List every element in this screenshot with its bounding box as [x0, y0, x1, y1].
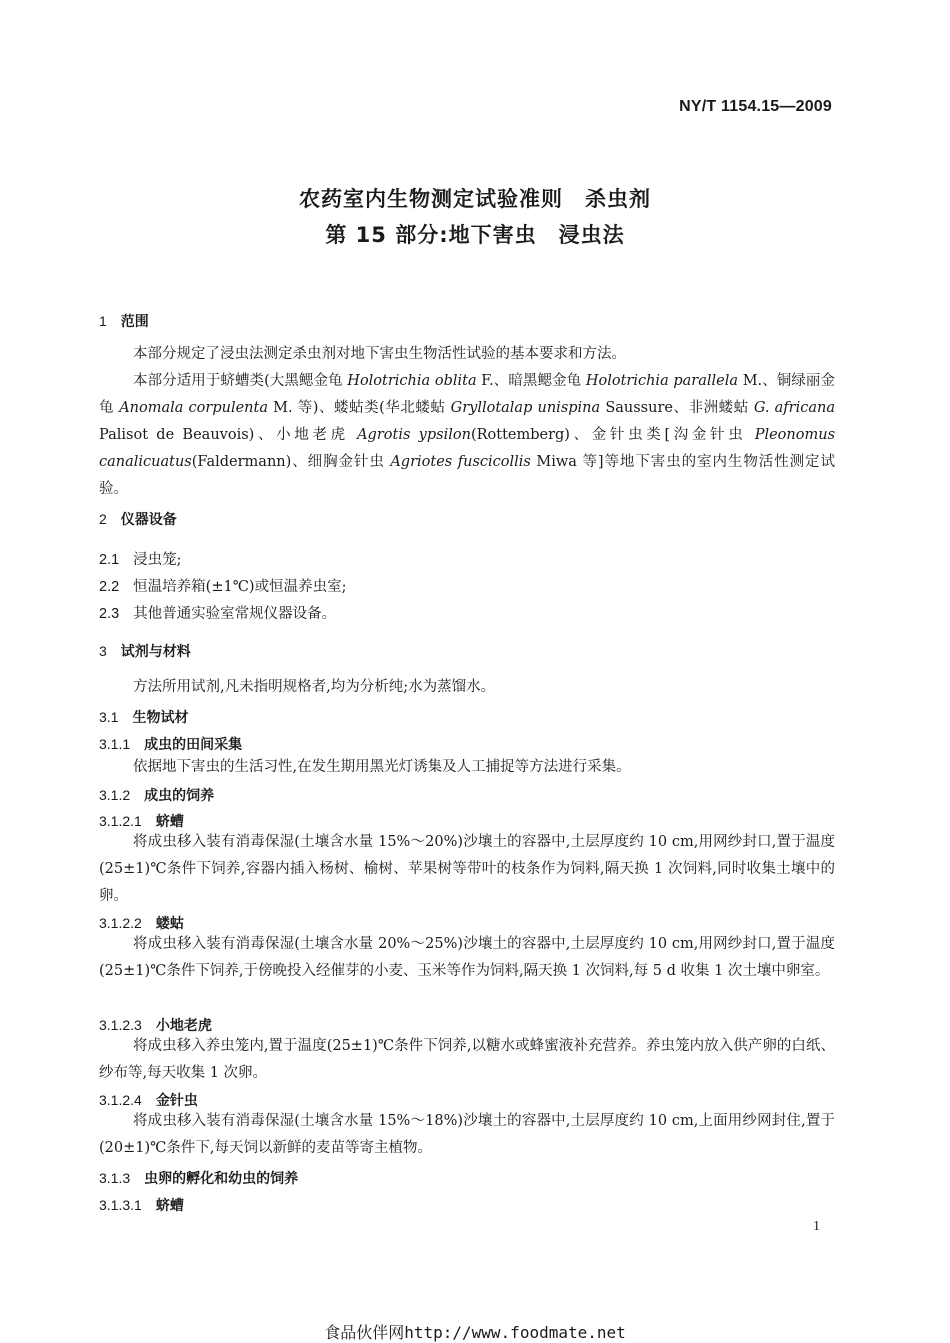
subsection-heading: 3.1.2.2 蝼蛄	[99, 915, 184, 932]
subsection-heading: 3.1 生物试材	[99, 709, 189, 726]
latin-name: Anomala corpulenta	[119, 400, 268, 416]
section-title: 仪器设备	[120, 512, 177, 528]
section-number: 1	[99, 313, 107, 329]
latin-name: Agrotis ypsilon	[357, 427, 471, 443]
footer-watermark: 食品伙伴网http://www.foodmate.net	[324, 1323, 626, 1342]
latin-name: Pleonomus canalicuatus	[99, 427, 836, 470]
subsection-heading: 3.1.3 虫卵的孵化和幼虫的饲养	[99, 1170, 299, 1187]
latin-name: Agriotes fuscicollis	[390, 454, 531, 470]
section-heading	[99, 311, 149, 331]
paragraph: 将成虫移入装有消毒保湿(土壤含水量 20%～25%)沙壤土的容器中,土层厚度约 10 cm,用网纱封口,置于温度(25±1)℃条件下饲养,于傍晚投入经催芽的小麦、玉米等作为饲料,隔天换 1 次饲料,每 5 d 收集 1 次土壤中卵室。	[99, 936, 835, 979]
section-heading	[99, 641, 191, 661]
section-number: 3	[99, 643, 107, 659]
list-item: 2.3 其他普通实验室常规仪器设备。	[99, 606, 337, 622]
latin-name: G. africana	[753, 400, 835, 416]
paragraph: 将成虫移入装有消毒保湿(土壤含水量 15%～18%)沙壤土的容器中,土层厚度约 10 cm,上面用纱网封住,置于(20±1)℃条件下,每天饲以新鲜的麦苗等寄主植物。	[99, 1113, 835, 1156]
paragraph: 将成虫移入养虫笼内,置于温度(25±1)℃条件下饲养,以糖水或蜂蜜液补充营养。养虫笼内放入供产卵的白纸、纱布等,每天收集 1 次卵。	[99, 1038, 835, 1081]
section-title: 试剂与材料	[120, 644, 191, 660]
section-title: 范围	[120, 314, 149, 330]
paragraph: 方法所用试剂,凡未指明规格者,均为分析纯;水为蒸馏水。	[133, 679, 496, 695]
page-number: 1	[813, 1219, 820, 1234]
subsection-heading: 3.1.1 成虫的田间采集	[99, 736, 243, 753]
section-number: 2	[99, 511, 107, 527]
subsection-heading: 3.1.2 成虫的饲养	[99, 787, 215, 804]
list-item: 2.1 浸虫笼;	[99, 552, 182, 568]
subsection-heading: 3.1.2.1 蛴螬	[99, 813, 184, 830]
paragraph-scope-species: 本部分适用于蛴螬类(大黑鳃金龟 Holotrichia oblita F.、暗黑鳃金龟 Holotrichia parallela M.、铜绿丽金龟 Anomala corpulenta M. 等)、蝼蛄类(华北蝼蛄 Gryllotalap unispina Saussure、非洲蝼蛄 G. africana Palisot de Beauvois)、小地老虎 Agrotis ypsilon(Rottemberg)、金针虫类[沟金针虫 Pleonomus canalicuatus(Faldermann)、细胸金针虫 Agriotes fuscicollis Miwa 等]等地下害虫的室内生物活性测定试验。	[99, 373, 836, 497]
paragraph: 将成虫移入装有消毒保湿(土壤含水量 15%～20%)沙壤土的容器中,土层厚度约 10 cm,用网纱封口,置于温度(25±1)℃条件下饲养,容器内插入杨树、榆树、苹果树等带叶的枝条作为饲料,隔天换 1 次饲料,同时收集土壤中的卵。	[99, 834, 835, 904]
document-title-line2: 第 15 部分:地下害虫 浸虫法	[325, 223, 625, 247]
subsection-heading: 3.1.3.1 蛴螬	[99, 1197, 184, 1214]
section-heading	[99, 509, 177, 529]
paragraph: 本部分规定了浸虫法测定杀虫剂对地下害虫生物活性试验的基本要求和方法。	[133, 346, 626, 362]
latin-name: Gryllotalap unispina	[450, 400, 601, 416]
latin-name: Holotrichia oblita	[347, 373, 477, 389]
document-title-line1: 农药室内生物测定试验准则 杀虫剂	[299, 187, 651, 211]
latin-name: Holotrichia parallela	[585, 373, 739, 389]
list-item: 2.2 恒温培养箱(±1℃)或恒温养虫室;	[99, 579, 347, 595]
paragraph: 依据地下害虫的生活习性,在发生期用黑光灯诱集及人工捕捉等方法进行采集。	[133, 759, 631, 775]
standard-code: NY/T 1154.15—2009	[679, 98, 832, 115]
subsection-heading: 3.1.2.4 金针虫	[99, 1092, 198, 1109]
subsection-heading: 3.1.2.3 小地老虎	[99, 1017, 212, 1034]
